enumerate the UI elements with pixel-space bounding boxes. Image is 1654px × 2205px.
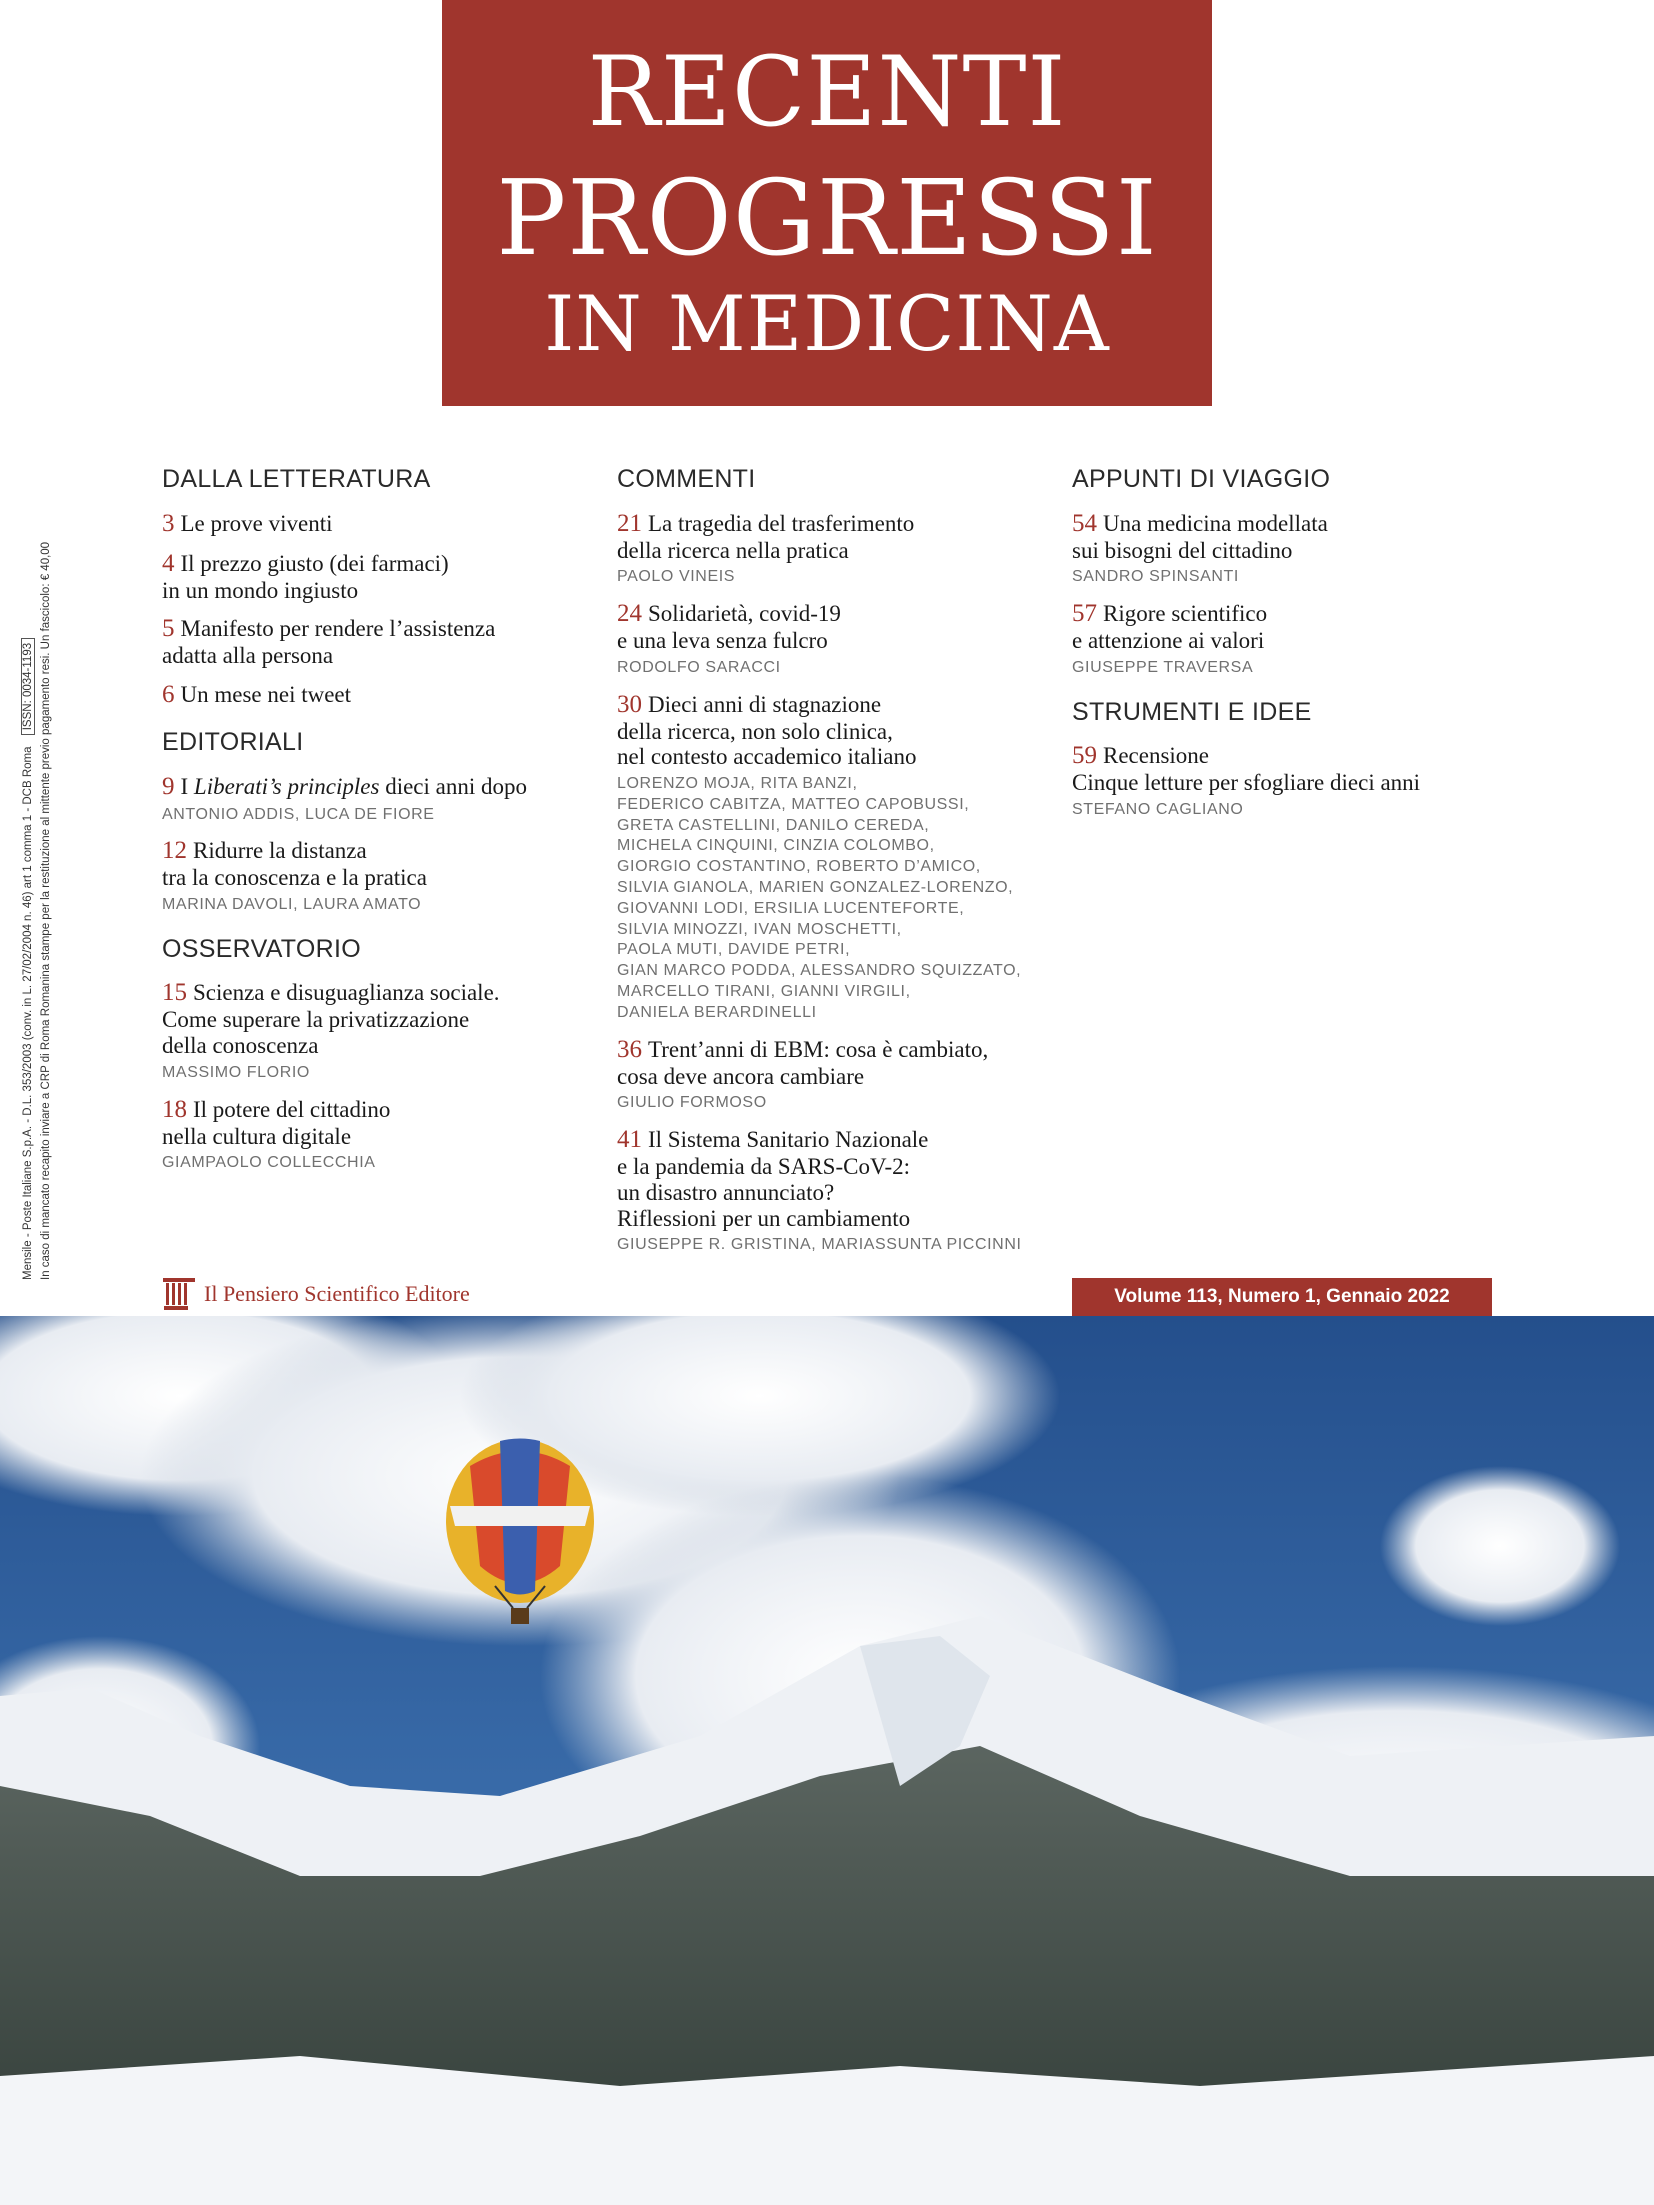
toc-article[interactable]: [1072, 742, 1512, 821]
article-title: Trent’anni di EBM: cosa è cambiato, cosa deve ancora cambiare: [617, 1036, 989, 1089]
article-authors: PAOLO VINEIS: [617, 568, 736, 586]
article-page-number: 3: [162, 509, 175, 537]
article-authors: RODOLFO SARACCI: [617, 658, 781, 676]
toc-section: [617, 466, 1057, 1256]
postal-info-line-2: In caso di mancato recapito inviare a CRP di Roma Romanina stampe per la restituzione al mittente previo pagamento resi. Un fascicolo: € 40,00: [39, 541, 52, 1280]
article-authors: LORENZO MOJA, RITA BANZI, FEDERICO CABITZA, MATTEO CAPOBUSSI, GRETA CASTELLINI, DANILO CEREDA, MICHELA CINQUINI, CINZIA COLOMBO, GIORGIO COSTANTINO, ROBERTO D’AMICO, SILVIA GIANOLA, MARIEN GONZALEZ-LORENZO, GIOVANNI LODI, ERSILIA LUCENTEFORTE, SILVIA MINOZZI, IVAN MOSCHETTI, PAOLA MUTI, DAVIDE PETRI, GIAN MARCO PODDA, ALESSANDRO SQUIZZATO, MARCELLO TIRANI, GIANNI VIRGILI, DANIELA BERARDINELLI: [617, 775, 1022, 1021]
article-title: Il Sistema Sanitario Nazionale e la pandemia da SARS-CoV-2: un disastro annunciato? Riflessioni per un cambiamento: [617, 1127, 929, 1231]
toc-article[interactable]: [162, 979, 602, 1083]
toc-article[interactable]: [162, 550, 602, 604]
toc-section: [162, 936, 602, 1174]
article-title: Un mese nei tweet: [180, 682, 352, 707]
article-title: Rigore scientifico e attenzione ai valori: [1072, 601, 1268, 654]
toc-article[interactable]: [617, 691, 1057, 1024]
issn-box: ISSN: 0034-1193: [21, 638, 35, 735]
article-authors: GIAMPAOLO COLLECCHIA: [162, 1154, 376, 1172]
section-title: DALLA LETTERATURA: [162, 465, 431, 493]
toc-column-2: [617, 466, 1057, 1268]
toc-article[interactable]: [617, 1126, 1057, 1256]
masthead: [442, 0, 1212, 406]
article-title: Il potere del cittadino nella cultura digitale: [162, 1096, 391, 1149]
article-title: Le prove viventi: [180, 510, 333, 536]
section-title: STRUMENTI E IDEE: [1072, 697, 1312, 726]
toc-article[interactable]: [162, 681, 602, 709]
toc-article[interactable]: [162, 615, 602, 669]
article-authors: STEFANO CAGLIANO: [1072, 800, 1244, 818]
article-page-number: 12: [162, 837, 187, 865]
postal-info-sidebar: [20, 460, 56, 1280]
article-title: Solidarietà, covid-19 e una leva senza fulcro: [617, 601, 841, 654]
article-authors: MASSIMO FLORIO: [162, 1063, 310, 1081]
publisher-name: Il Pensiero Scientifico Editore: [204, 1281, 470, 1306]
toc-section: [162, 466, 602, 709]
toc-article[interactable]: [162, 510, 602, 538]
article-title: I Liberati’s principles dieci anni dopo: [180, 773, 527, 799]
article-title: Dieci anni di stagnazione della ricerca, non solo clinica, nel contesto accademico italiano: [617, 691, 917, 770]
pillar-icon: [162, 1276, 196, 1312]
toc-section: [162, 729, 602, 916]
article-authors: GIUSEPPE R. GRISTINA, MARIASSUNTA PICCINNI: [617, 1236, 1022, 1254]
article-title: Una medicina modellata sui bisogni del cittadino: [1072, 510, 1328, 563]
toc-section: [1072, 699, 1512, 821]
article-title: Il prezzo giusto (dei farmaci) in un mondo ingiusto: [162, 550, 449, 603]
section-title: EDITORIALI: [162, 728, 304, 756]
toc-column-3: [1072, 466, 1512, 833]
article-page-number: 6: [162, 681, 175, 708]
article-title: Ridurre la distanza tra la conoscenza e la pratica: [162, 838, 427, 891]
masthead-title-line-2: PROGRESSI: [496, 157, 1158, 279]
toc-article[interactable]: [162, 773, 602, 826]
article-page-number: 21: [617, 509, 642, 537]
article-page-number: 57: [1072, 600, 1097, 628]
article-authors: SANDRO SPINSANTI: [1072, 568, 1239, 586]
article-authors: GIUSEPPE TRAVERSA: [1072, 658, 1254, 676]
postal-info-line: Mensile - Poste Italiane S.p.A. - D.L. 353/2003 (conv. in L. 27/02/2004 n. 46) art 1 comma 1 - DCB Roma: [22, 746, 34, 1280]
toc-article[interactable]: [617, 600, 1057, 679]
article-authors: MARINA DAVOLI, LAURA AMATO: [162, 896, 422, 914]
article-authors: ANTONIO ADDIS, LUCA DE FIORE: [162, 805, 435, 823]
masthead-title-line-3: IN MEDICINA: [544, 279, 1110, 368]
toc-article[interactable]: [1072, 510, 1512, 589]
article-title: Scienza e disuguaglianza sociale. Come superare la privatizzazione della conoscenza: [162, 980, 500, 1059]
article-page-number: 30: [617, 690, 642, 718]
section-title: OSSERVATORIO: [162, 934, 362, 963]
article-page-number: 5: [162, 615, 175, 643]
article-page-number: 15: [162, 979, 187, 1007]
cover-photo: [0, 1316, 1654, 2205]
article-title: Manifesto per rendere l’assistenza adatta alla persona: [162, 616, 496, 669]
article-page-number: 24: [617, 600, 642, 628]
toc-article[interactable]: [617, 510, 1057, 589]
toc-article[interactable]: [162, 1096, 602, 1175]
section-title: COMMENTI: [617, 465, 756, 493]
article-page-number: 4: [162, 549, 175, 577]
toc-article[interactable]: [1072, 600, 1512, 679]
masthead-title-line-1: RECENTI: [587, 36, 1067, 148]
article-page-number: 18: [162, 1095, 187, 1123]
article-page-number: 59: [1072, 742, 1097, 770]
publisher-logo[interactable]: [162, 1276, 470, 1312]
article-page-number: 54: [1072, 509, 1097, 537]
toc-column-1: [162, 466, 602, 1186]
article-page-number: 9: [162, 772, 175, 800]
section-title: APPUNTI DI VIAGGIO: [1072, 465, 1331, 493]
toc-article[interactable]: [617, 1036, 1057, 1115]
article-authors: GIULIO FORMOSO: [617, 1094, 767, 1112]
article-page-number: 36: [617, 1035, 642, 1063]
toc-article[interactable]: [162, 837, 602, 916]
volume-badge: Volume 113, Numero 1, Gennaio 2022: [1072, 1278, 1492, 1316]
article-title: La tragedia del trasferimento della ricerca nella pratica: [617, 510, 915, 563]
article-title: Recensione Cinque letture per sfogliare dieci anni: [1072, 743, 1421, 796]
toc-section: [1072, 466, 1512, 679]
article-page-number: 41: [617, 1126, 642, 1154]
